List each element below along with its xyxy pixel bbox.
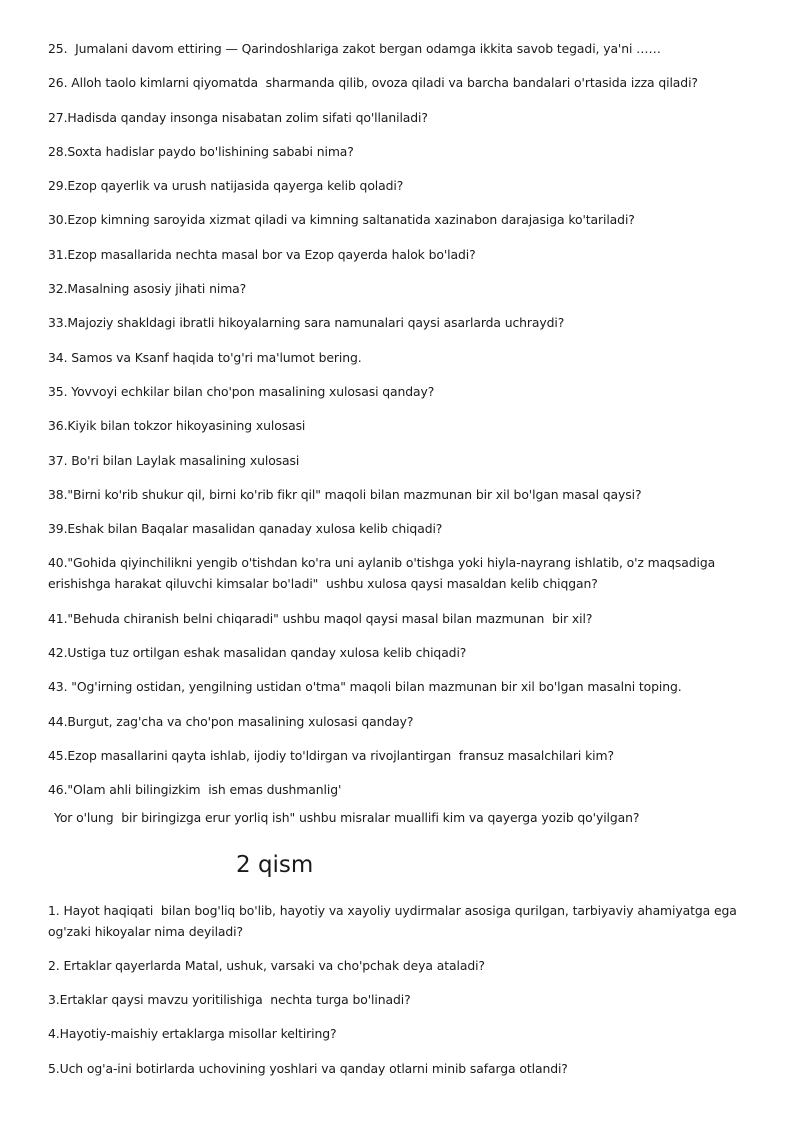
- question-44: 44.Burgut, zag'cha va cho'pon masalining xulosasi qanday?: [48, 713, 414, 729]
- question-38: 38."Birni ko'rib shukur qil, birni ko'rib fikr qil" maqoli bilan mazmunan bir xil bo'lgan masal qaysi?: [48, 486, 642, 502]
- question-43: 43. "Og'irning ostidan, yengilning ustidan o'tma" maqoli bilan mazmunan bir xil bo'lgan masalni toping.: [48, 679, 682, 695]
- question-25: 25. Jumalani davom ettiring — Qarindoshlariga zakot bergan odamga ikkita savob tegadi, ya'ni ……: [48, 41, 661, 56]
- part2-question-2: 2. Ertaklar qayerlarda Matal, ushuk, varsaki va cho'pchak deya ataladi?: [48, 957, 485, 973]
- section-title: 2 qism: [236, 851, 314, 878]
- question-35: 35. Yovvoyi echkilar bilan cho'pon masalining xulosasi qanday?: [48, 383, 435, 399]
- question-32: 32.Masalning asosiy jihati nima?: [48, 281, 247, 297]
- part2-question-4: 4.Hayotiy-maishiy ertaklarga misollar keltiring?: [48, 1026, 337, 1042]
- question-26: 26. Alloh taolo kimlarni qiyomatda sharmanda qilib, ovoza qiladi va barcha bandalari o'rtasida izza qiladi?: [48, 75, 698, 91]
- question-37: 37. Bo'ri bilan Laylak masalining xulosasi: [48, 452, 300, 468]
- question-27: 27.Hadisda qanday insonga nisabatan zolim sifati qo'llaniladi?: [48, 109, 428, 125]
- question-42: 42.Ustiga tuz ortilgan eshak masalidan qanday xulosa kelib chiqadi?: [48, 645, 467, 661]
- question-36: 36.Kiyik bilan tokzor hikoyasining xulosasi: [48, 418, 306, 434]
- question-45: 45.Ezop masallarini qayta ishlab, ijodiy to'ldirgan va rivojlantirgan fransuz masalchilari kim?: [48, 747, 614, 763]
- question-31: 31.Ezop masallarida nechta masal bor va Ezop qayerda halok bo'ladi?: [48, 246, 476, 262]
- question-46-continuation: Yor o'lung bir biringizga erur yorliq ish" ushbu misralar muallifi kim va qayerga yozib qo'yilgan?: [54, 809, 640, 825]
- question-39: 39.Eshak bilan Baqalar masalidan qanaday xulosa kelib chiqadi?: [48, 521, 443, 537]
- part2-question-1: 1. Hayot haqiqati bilan bog'liq bo'lib, hayotiy va xayoliy uydirmalar asosiga qurilgan, tarbiyaviy ahamiyatga ega og'zaki hikoyalar nima deyiladi?: [48, 902, 741, 939]
- question-34: 34. Samos va Ksanf haqida to'g'ri ma'lumot bering.: [48, 349, 362, 365]
- part2-question-3: 3.Ertaklar qaysi mavzu yoritilishiga nechta turga bo'linadi?: [48, 992, 411, 1008]
- question-33: 33.Majoziy shakldagi ibratli hikoyalarning sara namunalari qaysi asarlarda uchraydi?: [48, 315, 565, 331]
- question-document: [48, 38, 748, 1092]
- part2-question-5: 5.Uch og'a-ini botirlarda uchovining yoshlari va qanday otlarni minib safarga otlandi?: [48, 1060, 568, 1076]
- question-29: 29.Ezop qayerlik va urush natijasida qayerga kelib qoladi?: [48, 178, 404, 194]
- question-28: 28.Soxta hadislar paydo bo'lishining sababi nima?: [48, 143, 354, 159]
- question-41: 41."Behuda chiranish belni chiqaradi" ushbu maqol qaysi masal bilan mazmunan bir xil?: [48, 610, 593, 626]
- question-46: 46."Olam ahli bilingizkim ish emas dushmanlig': [48, 782, 342, 798]
- question-40: 40."Gohida qiyinchilikni yengib o'tishdan ko'ra uni aylanib o'tishga yoki hiyla-nayrang ishlatib, o'z maqsadiga erishishga harakat qiluvchi kimsalar bo'ladi" ushbu xulosa qaysi masaldan kelib chiqgan?: [48, 555, 719, 592]
- question-30: 30.Ezop kimning saroyida xizmat qiladi va kimning saltanatida xazinabon darajasiga ko'tariladi?: [48, 212, 635, 228]
